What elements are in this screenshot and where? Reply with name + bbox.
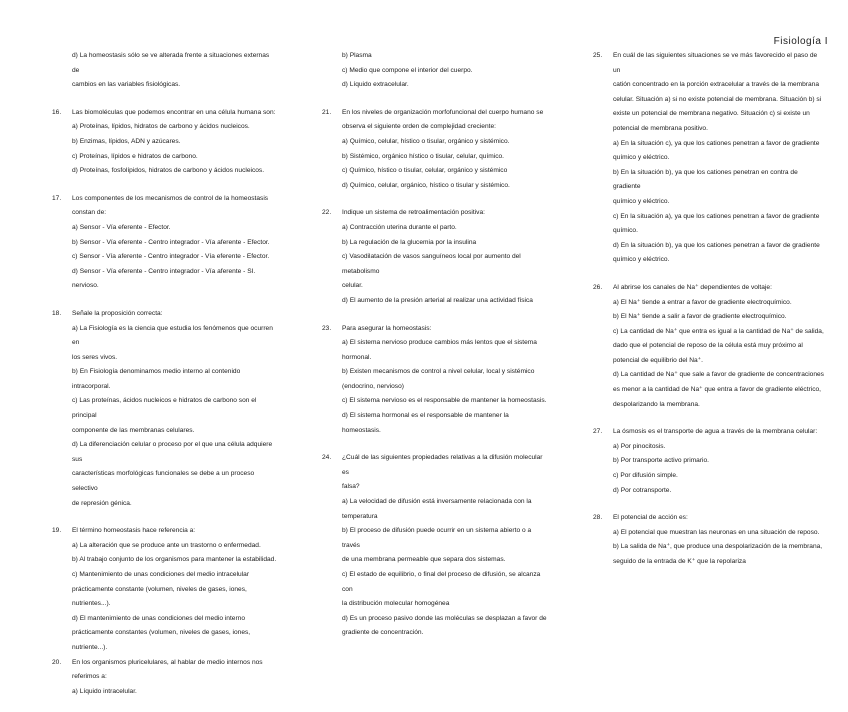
question-number: 24. — [322, 454, 332, 462]
question-text-line: seguido de la entrada de K⁺ que la repolariza — [613, 558, 746, 565]
question-text-line: c) Las proteínas, ácidos nucleicos e hidratos de carbono son el principal — [72, 397, 257, 420]
question-text-line: de represión génica. — [72, 499, 132, 507]
question-text-line: químico y eléctrico. — [613, 197, 670, 205]
question-text-line: d) El mantenimiento de unas condiciones del medio interno — [72, 614, 246, 622]
question-text-line: b) La salida de Na⁺, que produce una despolarización de la membrana, — [613, 543, 823, 551]
question-stem-line: En los niveles de organización morfofuncional del cuerpo humano se — [342, 108, 544, 116]
question-text-line: b) El Na⁺ tiende a salir a favor de gradiente electroquímico. — [613, 313, 787, 321]
question-text-line: d) El aumento de la presión arterial al realizar una actividad física — [342, 296, 533, 304]
question-text-line: celular. — [342, 282, 363, 290]
question-text-line: a) Sensor - Vía eferente - Efector. — [72, 223, 171, 231]
question-text-line: b) Enzimas, lípidos, ADN y azúcares. — [72, 137, 181, 145]
question-text-line: b) Sistémico, orgánico hístico o tisular, celular, químico. — [342, 152, 504, 160]
question-number: 19. — [52, 527, 62, 535]
question-text-line: d) Es un proceso pasivo donde las moléculas se desplazan a favor de — [342, 614, 547, 622]
question-text-line: a) El Na⁺ tiende a entrar a favor de gradiente electroquímico. — [613, 298, 792, 306]
question-text-line: b) Sensor - Vía eferente - Centro integrador - Vía aferente - Efector. — [72, 238, 270, 246]
question-number: 22. — [322, 209, 332, 217]
question-text-line: b) El proceso de difusión puede ocurrir en un sistema abierto o a través — [342, 527, 532, 549]
question-text-line: c) Vasodilatación de vasos sanguíneos local por aumento del metabolismo — [342, 253, 521, 275]
question-text-line: de una membrana permeable que separa dos sistemas. — [342, 556, 506, 564]
question-text-line: la distribución molecular homogénea — [342, 600, 450, 608]
question-text-line: c) Mantenimiento de unas condiciones del medio intracelular — [72, 571, 250, 578]
question-text-line: químico y eléctrico. — [613, 154, 670, 162]
question-stem-line: Señale la proposición correcta: — [72, 309, 163, 317]
question-stem-line: Indique un sistema de retroalimentación positiva: — [342, 209, 485, 217]
question-text-line: a) La Fisiología es la ciencia que estudia los fenómenos que ocurren en — [72, 324, 273, 347]
question-text-line: d) Líquido extracelular. — [342, 81, 409, 89]
question-stem-line: La ósmosis es el transporte de agua a través de la membrana celular: — [613, 428, 818, 436]
question-number: 26. — [593, 283, 603, 291]
question-text-line: dado que el potencial de reposo de la célula está muy próximo al — [613, 342, 803, 350]
question-stem-line: El término homeostasis hace referencia a: — [72, 527, 196, 535]
question-text-line: a) El potencial que muestran las neuronas en una situación de reposo. — [613, 528, 820, 536]
question-number: 17. — [52, 194, 62, 202]
question-text-line: (endocrino, nervioso) — [342, 382, 404, 390]
question-text-line: b) En la situación b), ya que los cationes penetran en contra de gradiente — [613, 168, 798, 191]
question-block — [322, 49, 547, 93]
question-text-line: d) Sensor - Vía eferente - Centro integrador - Vía aferente - SI. nervioso. — [72, 267, 256, 290]
question-text-line: a) Contracción uterina durante el parto. — [342, 223, 457, 231]
question-stem-line: El potencial de acción es: — [613, 514, 688, 522]
question-text-line: temperatura — [342, 512, 378, 520]
question-block — [52, 106, 277, 179]
question-text-line: a) Proteínas, lípidos, hidratos de carbono y ácidos nucleicos. — [72, 123, 250, 131]
question-text-line: a) En la situación c), ya que los cationes penetran a favor de gradiente — [613, 139, 820, 147]
question-stem-line: Los componentes de los mecanismos de control de la homeostasis — [72, 194, 269, 202]
text-column-3 — [593, 49, 825, 583]
question-text-line: b) Al trabajo conjunto de los organismos para mantener la estabilidad. — [72, 556, 277, 564]
question-text-line: b) La regulación de la glucemia por la insulina — [342, 238, 477, 246]
question-text-line: c) El estado de equilibrio, o final del proceso de difusión, se alcanza con — [342, 571, 541, 593]
question-text-line: d) La diferenciación celular o proceso por el que una célula adquiere sus — [72, 441, 273, 463]
question-text-line: referimos a: — [72, 673, 107, 681]
question-text-line: b) En Fisiología denominamos medio interno al contenido intracorporal. — [72, 368, 241, 390]
question-text-line: a) Por pinocitosis. — [613, 442, 666, 450]
question-block — [593, 281, 825, 412]
question-block — [593, 49, 825, 268]
question-text-line: hormonal. — [342, 353, 372, 361]
question-number: 28. — [593, 514, 603, 522]
question-block — [593, 511, 825, 569]
question-text-line: d) En la situación b), ya que los cationes penetran a favor de gradiente — [613, 241, 820, 249]
question-text-line: a) Líquido intracelular. — [72, 687, 137, 695]
question-text-line: cambios en las variables fisiológicas. — [72, 81, 181, 89]
question-stem-line: En cuál de las siguientes situaciones se ve más favorecido el paso de un — [613, 52, 818, 74]
question-text-line: a) Químico, celular, hístico o tisular, orgánico y sistémico. — [342, 137, 510, 145]
question-block — [322, 106, 547, 194]
question-block — [52, 524, 277, 655]
question-text-line: c) Por difusión simple. — [613, 472, 678, 480]
question-number: 16. — [52, 108, 62, 116]
question-text-line: los seres vivos. — [72, 353, 118, 361]
question-text-line: químico. — [613, 227, 638, 235]
question-text-line: celular. Situación a) si no existe potencial de membrana. Situación b) si — [613, 95, 822, 103]
question-block — [322, 451, 547, 641]
question-text-line: prácticamente constantes (volumen, niveles de gases, iones, nutriente...). — [72, 629, 251, 651]
question-block — [52, 192, 277, 294]
question-block — [52, 656, 277, 700]
question-text-line: b) Plasma — [342, 52, 372, 59]
question-text-line: c) Proteínas, lípidos e hidratos de carbono. — [72, 152, 198, 160]
question-text-line: constan de: — [72, 209, 107, 217]
question-text-line: prácticamente constante (volumen, niveles de gases, iones, nutrientes...). — [72, 585, 247, 608]
question-text-line: c) La cantidad de Na⁺ que entra es igual a la cantidad de Na⁺ de salida, — [613, 327, 824, 335]
question-text-line: a) El sistema nervioso produce cambios más lentos que el sistema — [342, 339, 537, 347]
question-number: 21. — [322, 108, 332, 116]
question-text-line: es menor a la cantidad de Na⁺ que entra a favor de gradiente eléctrico, — [613, 386, 822, 394]
question-number: 18. — [52, 309, 62, 317]
question-text-line: características morfológicas funcionales se debe a un proceso selectivo — [72, 470, 255, 493]
question-text-line: potencial de membrana positivo. — [613, 124, 708, 132]
question-text-line: c) Medio que compone el interior del cuerpo. — [342, 66, 473, 74]
question-text-line: a) La velocidad de difusión está inversamente relacionada con la — [342, 498, 532, 506]
text-column-1 — [52, 49, 277, 712]
question-number: 23. — [322, 324, 332, 332]
question-number: 27. — [593, 428, 603, 436]
question-block — [52, 307, 277, 511]
question-text-line: d) La cantidad de Na⁺ que sale a favor de gradiente de concentraciones — [613, 371, 824, 379]
question-text-line: d) Por cotransporte. — [613, 486, 672, 494]
question-block — [322, 322, 547, 439]
question-text-line: d) El sistema hormonal es el responsable de mantener la homeostasis. — [342, 412, 509, 434]
question-text-line: existe un potencial de membrana negativo. Situación c) si existe un — [613, 110, 810, 118]
question-text-line: b) Por transporte activo primario. — [613, 457, 710, 465]
question-stem-line: ¿Cuál de las siguientes propiedades relativas a la difusión molecular es — [342, 454, 543, 476]
question-block — [593, 425, 825, 498]
question-text-line: d) La homeostasis sólo se ve alterada frente a situaciones externas de — [72, 52, 270, 74]
question-text-line: c) En la situación a), ya que los cationes penetran a favor de gradiente — [613, 212, 820, 220]
question-text-line: componente de las membranas celulares. — [72, 426, 195, 434]
question-stem-line: Al abrirse los canales de Na⁺ dependientes de voltaje: — [613, 283, 772, 291]
question-text-line: b) Existen mecanismos de control a nivel celular, local y sistémico — [342, 368, 535, 376]
question-text-line: despolarizando la membrana. — [613, 400, 700, 408]
text-column-2 — [322, 49, 547, 654]
question-text-line: c) El sistema nervioso es el responsable de mantener la homeostasis. — [342, 397, 547, 405]
question-stem-line: En los organismos pluricelulares, al hablar de medio internos nos — [72, 658, 263, 666]
question-number: 20. — [52, 658, 62, 666]
question-block — [322, 206, 547, 308]
question-text-line: a) La alteración que se produce ante un trastorno o enfermedad. — [72, 541, 261, 549]
question-text-line: c) Químico, hístico o tisular, celular, orgánico y sistémico — [342, 167, 508, 175]
question-text-line: observa el siguiente orden de complejidad creciente: — [342, 123, 496, 131]
question-text-line: químico y eléctrico. — [613, 256, 670, 264]
question-text-line: d) Químico, celular, orgánico, hístico o tisular y sistémico. — [342, 181, 510, 189]
question-text-line: catión concentrado en la porción extracelular a través de la membrana — [613, 81, 819, 89]
question-text-line: potencial de equilibrio del Na⁺. — [613, 356, 703, 364]
question-block — [52, 49, 277, 93]
question-text-line: gradiente de concentración. — [342, 629, 424, 637]
question-text-line: d) Proteínas, fosfolípidos, hidratos de carbono y ácidos nucleicos. — [72, 167, 265, 175]
question-number: 25. — [593, 52, 603, 59]
question-stem-line: Para asegurar la homeostasis: — [342, 324, 432, 332]
page-header-title: Fisiología I — [773, 36, 828, 47]
question-text-line: c) Sensor - Vía aferente - Centro integrador - Vía eferente - Efector. — [72, 253, 270, 261]
question-stem-line: Las biomoléculas que podemos encontrar en una célula humana son: — [72, 108, 276, 116]
question-text-line: falsa? — [342, 483, 360, 491]
